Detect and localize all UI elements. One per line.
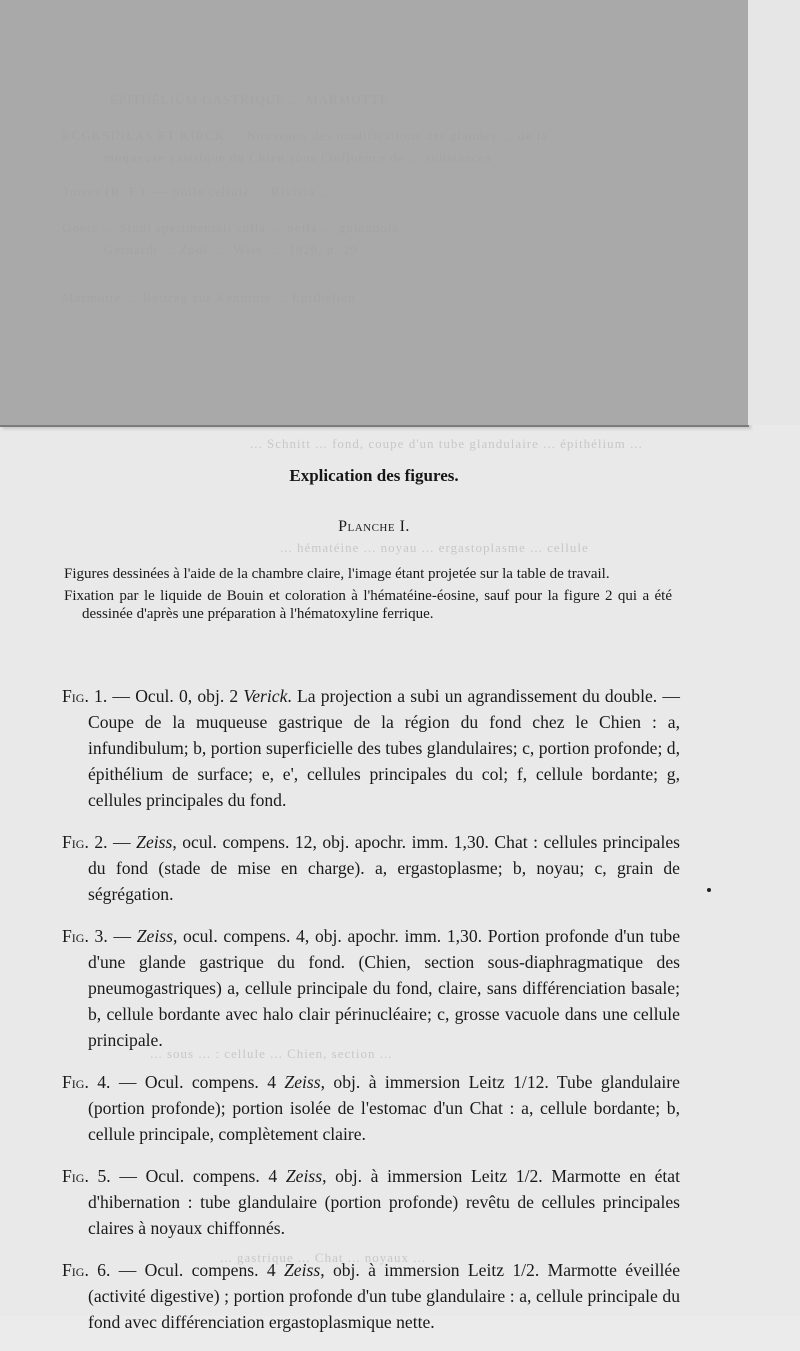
ghost-ref: RCGKSINLAS ET KIRCK ... Nouveaux des modifications des glandes ... de la <box>62 128 548 143</box>
figure-text: , obj. à immersion Leitz 1/2. Marmotte en état d'hibernation : tube glandulaire (portion profonde) revêtu de cellules principales claires à noyaux chiffonnés. <box>88 1166 680 1238</box>
plate-heading: Planche I. <box>338 518 410 535</box>
figure-lead: — Ocul. compens. 4 <box>110 1166 286 1186</box>
figure-text: , obj. à immersion Leitz 1/2. Marmotte éveillée (activité digestive) ; portion profonde d'un tube glandulaire : a, cellule principale du fond avec différenciation ergastoplasmique nette. <box>88 1260 681 1332</box>
figure-label: Fig. 2. <box>62 832 108 852</box>
ghost-lower: ... Schnitt ... fond, coupe d'un tube glandulaire ... épithélium ... <box>250 436 643 451</box>
figure-captions <box>62 683 680 1351</box>
ghost-ref: muqueuse gastrique du Chien sous l'influence de ... substances <box>104 150 492 165</box>
ink-speck <box>707 888 711 892</box>
figure-maker: Zeiss <box>285 1166 323 1186</box>
ghost-header: EPITHÉLIUM GASTRIQUE ... MARMOTTE <box>110 92 389 107</box>
plate-notes <box>64 565 672 627</box>
figure-caption <box>62 829 680 907</box>
figure-caption <box>62 683 680 813</box>
ghost-ref: Torres (R. F.). — Sulle cellule ... Rivista ... <box>62 184 332 199</box>
figure-label: Fig. 3. <box>62 926 108 946</box>
figure-lead: — <box>107 832 137 852</box>
ghost-lower: ... sous ... : cellule ... Chien, section ... <box>150 1046 393 1061</box>
page-margin <box>748 0 800 425</box>
figure-label: Fig. 4. <box>62 1072 111 1092</box>
figure-label: Fig. 1. <box>62 686 108 706</box>
figure-lead: — Ocul. compens. 4 <box>110 1260 285 1280</box>
ghost-lower: ... gastrique ... Chat ... noyaux ... <box>220 1250 426 1265</box>
figure-text: . La projection a subi un agrandissement du double. — Coupe de la muqueuse gastrique de la région du fond chez le Chien : a, infundibulum; b, portion superficielle des tubes glandulaires; c, portion profonde; d, épithélium de surface; e, e', cellules principales du col; f, cellule bordante; g, cellules principales du fond. <box>88 686 680 810</box>
figure-maker: Zeiss <box>136 832 173 852</box>
figure-text: , ocul. compens. 4, obj. apochr. imm. 1,30. Portion profonde d'un tube d'une glande gastrique du fond. (Chien, section sous-diaphragmatique des pneumogastriques) a, cellule principale du fond, claire, sans différenciation basale; b, cellule bordante avec halo clair périnucléaire; c, grosse vacuole dans une cellule principale. <box>88 926 681 1050</box>
ghost-ref: Goetz ... Studi sperimentali sulla ... nella ... ghiandola <box>62 220 400 235</box>
figure-maker: Zeiss <box>284 1260 321 1280</box>
figure-caption <box>62 1069 680 1147</box>
figure-text: , ocul. compens. 12, obj. apochr. imm. 1,30. Chat : cellules principales du fond (stade de mise en charge). a, ergastoplasme; b, noyau; c, grain de ségrégation. <box>88 832 680 904</box>
figure-label: Fig. 5. <box>62 1166 111 1186</box>
figure-maker: Zeiss <box>136 926 173 946</box>
figure-lead: — Ocul. 0, obj. 2 <box>107 686 244 706</box>
figure-lead: — <box>107 926 137 946</box>
figure-lead: — Ocul. compens. 4 <box>110 1072 285 1092</box>
figure-label: Fig. 6. <box>62 1260 111 1280</box>
section-title: Explication des figures. <box>289 466 459 485</box>
figure-maker: Zeiss <box>284 1072 321 1092</box>
overlay-sheet <box>0 0 749 427</box>
ghost-ref: Gerhardt ... Zool. ... Wiss. ... 1920, p. 29 <box>104 242 358 257</box>
figure-maker: Verick <box>243 686 288 706</box>
figure-caption <box>62 1257 680 1335</box>
ghost-ref: Marmotte ... Beitrag zur Kenntnis ... Epithelien <box>62 290 356 305</box>
note: Figures dessinées à l'aide de la chambre claire, l'image étant projetée sur la table de travail. <box>64 566 610 582</box>
ghost-lower: ... hématéine ... noyau ... ergastoplasme ... cellule <box>280 540 589 555</box>
figure-text: , obj. à immersion Leitz 1/12. Tube glandulaire (portion profonde); portion isolée de l'estomac d'un Chat : a, cellule bordante; b, cellule principale, complètement claire. <box>88 1072 680 1144</box>
figure-caption <box>62 1163 680 1241</box>
note: Fixation par le liquide de Bouin et coloration à l'hématéine-éosine, sauf pour la figure 2 qui a été dessinée d'après une préparation à l'hématoxyline ferrique. <box>64 588 672 622</box>
figure-caption <box>62 923 680 1053</box>
